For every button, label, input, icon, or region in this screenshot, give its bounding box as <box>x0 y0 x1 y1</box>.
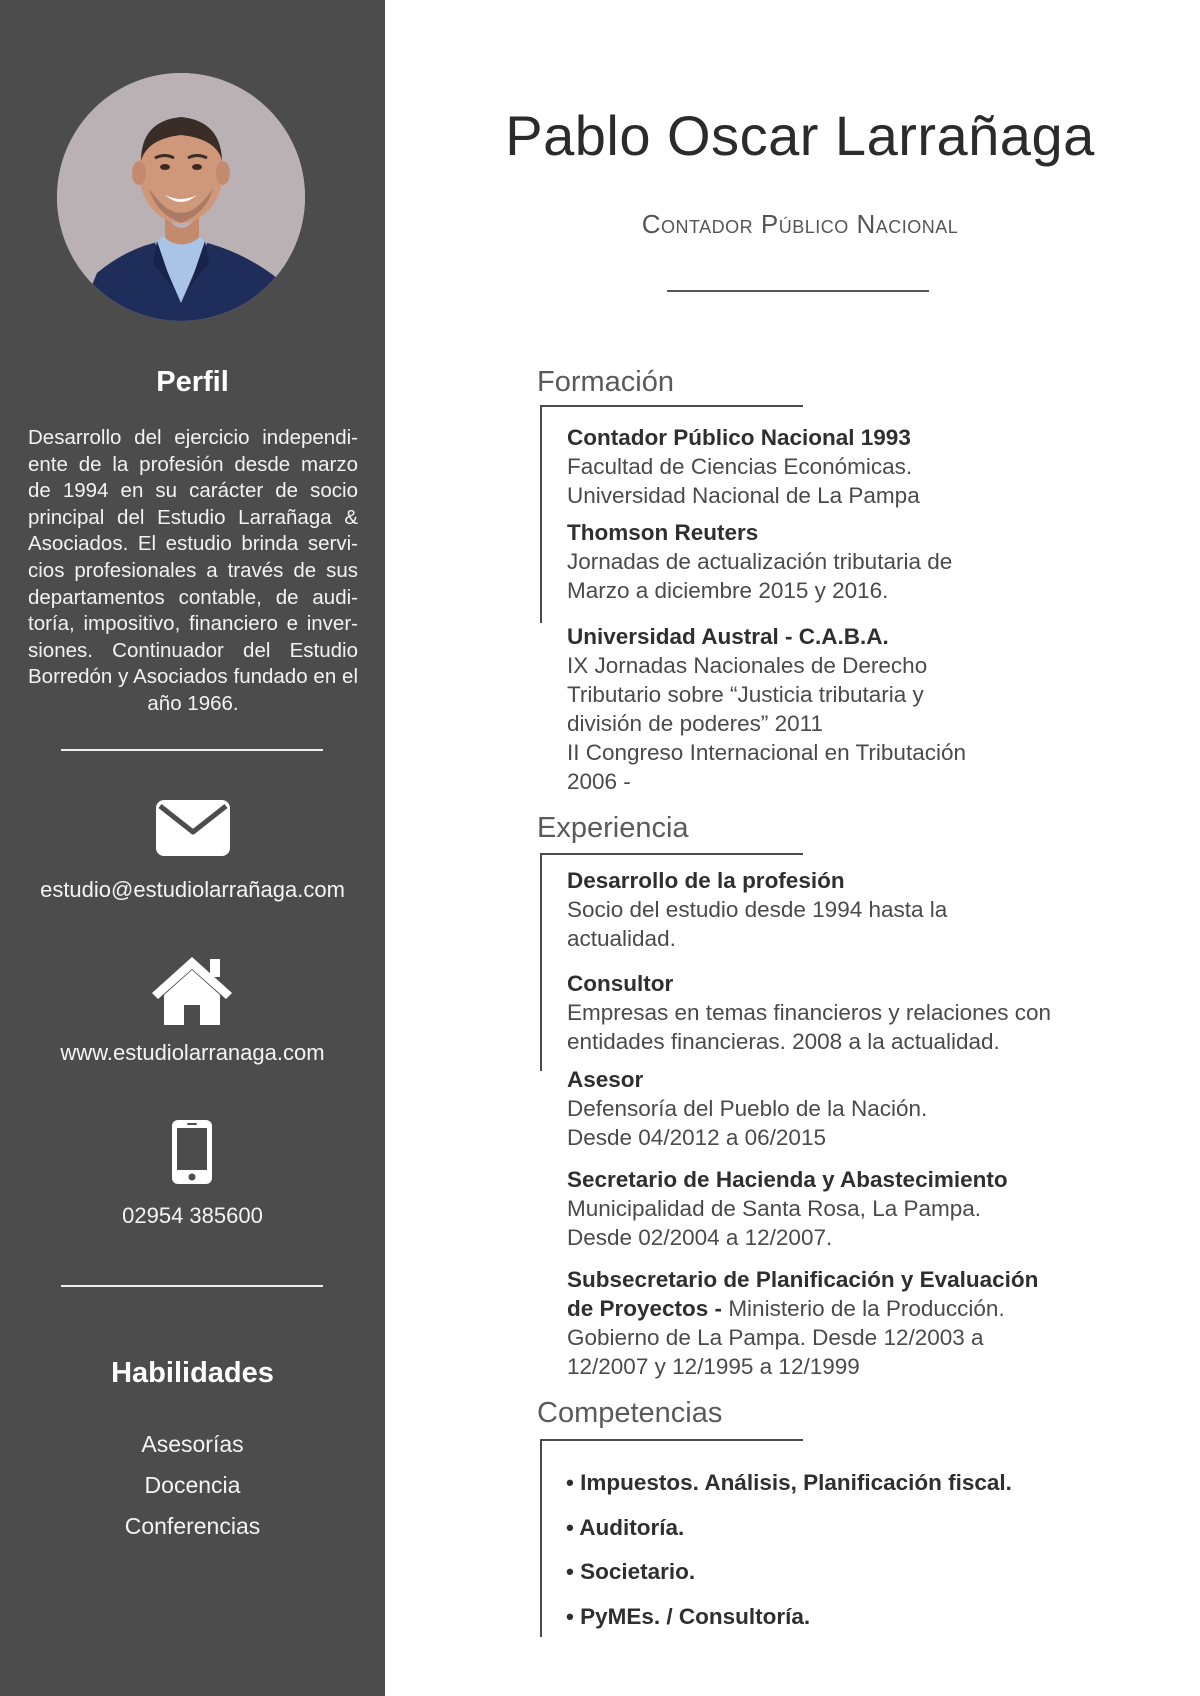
entry-line: Empresas en temas financieros y relaciones con <box>567 1000 1051 1025</box>
entry-title: Subsecretario de Planificación y Evaluación <box>567 1267 1039 1292</box>
skill-item: Docencia <box>144 1472 241 1498</box>
entry-title: Secretario de Hacienda y Abastecimiento <box>567 1167 1008 1192</box>
entry-line: Socio del estudio desde 1994 hasta la <box>567 897 948 922</box>
sidebar-divider <box>61 749 323 751</box>
entry-title: de Proyectos - <box>567 1296 723 1321</box>
competencies-list <box>566 1461 1012 1639</box>
skills-heading: Habilidades <box>111 1357 274 1389</box>
entry-line: actualidad. <box>567 926 676 951</box>
competency-item: • Impuestos. Análisis, Planificación fiscal. <box>566 1470 1012 1495</box>
entry-line: 2006 - <box>567 769 631 794</box>
profile-summary: Desarrollo del ejercicio independiente de la profesión desde marzo de 1994 en su carácter de socio principal del Estudio Larrañaga & Asociados. El estudio brinda servicios profesionales a través de sus departamentos contable, de auditoría, impositivo, financiero e inversiones. Continuador del Estudio Borredón y Asociados fundado en el año 1966. <box>28 426 358 715</box>
entry-line: Municipalidad de Santa Rosa, La Pampa. <box>567 1196 982 1221</box>
experience-entry <box>567 969 1067 1056</box>
skills-section-heading: Competencias <box>537 1397 723 1429</box>
entry-line: Gobierno de La Pampa. Desde 12/2003 a <box>567 1325 984 1350</box>
website-link[interactable]: www.estudiolarranaga.com <box>60 1040 325 1065</box>
entry-line: Universidad Nacional de La Pampa <box>567 483 920 508</box>
experience-heading: Experiencia <box>537 812 689 844</box>
entry-line: entidades financieras. 2008 a la actualidad. <box>567 1029 1000 1054</box>
entry-title: Asesor <box>567 1067 644 1092</box>
entry-line: Ministerio de la Producción. <box>722 1296 1005 1321</box>
entry-line: Defensoría del Pueblo de la Nación. <box>567 1096 928 1121</box>
entry-line: 12/2007 y 12/1995 a 12/1999 <box>567 1354 860 1379</box>
section-rule <box>540 853 803 855</box>
section-rule <box>540 1439 803 1441</box>
skill-item: Conferencias <box>124 1513 261 1539</box>
section-rule <box>540 1439 542 1637</box>
entry-title: Universidad Austral - C.A.B.A. <box>567 624 889 649</box>
person-name: Pablo Oscar Larrañaga <box>505 104 1095 167</box>
entry-line: Desde 02/2004 a 12/2007. <box>567 1225 833 1250</box>
job-title: Contador Público Nacional <box>641 209 959 239</box>
entry-line: Desde 04/2012 a 06/2015 <box>567 1125 826 1150</box>
entry-line: Marzo a diciembre 2015 y 2016. <box>567 578 889 603</box>
email-link[interactable]: estudio@estudiolarrañaga.com <box>40 877 345 902</box>
experience-entry <box>567 1265 1087 1381</box>
education-entry <box>567 423 1067 510</box>
section-rule <box>540 405 803 407</box>
sidebar <box>0 0 385 1696</box>
entry-line: Tributario sobre “Justicia tributaria y <box>567 682 924 707</box>
education-entry <box>567 622 1067 796</box>
education-heading: Formación <box>537 366 674 398</box>
profile-heading: Perfil <box>156 366 229 398</box>
section-rule <box>540 405 542 623</box>
experience-entry <box>567 1165 1067 1252</box>
competency-item: • PyMEs. / Consultoría. <box>566 1603 811 1629</box>
entry-line: Jornadas de actualización tributaria de <box>567 549 953 574</box>
entry-title: Consultor <box>567 971 674 996</box>
envelope-icon <box>156 800 230 861</box>
house-icon <box>150 955 234 1030</box>
entry-line: II Congreso Internacional en Tributación <box>567 740 966 765</box>
education-entry <box>567 518 1067 605</box>
competency-item: • Auditoría. <box>566 1514 685 1540</box>
sidebar-divider <box>61 1285 323 1287</box>
header-divider <box>667 290 929 292</box>
entry-line: Facultad de Ciencias Económicas. <box>567 454 913 479</box>
skill-item: Asesorías <box>141 1431 244 1457</box>
experience-entry <box>567 866 1067 953</box>
entry-title: Contador Público Nacional 1993 <box>567 425 911 450</box>
entry-line: división de poderes” 2011 <box>567 711 824 736</box>
competency-item: • Societario. <box>566 1559 696 1584</box>
skills-list <box>0 1424 385 1547</box>
section-rule <box>540 853 542 1071</box>
entry-line: IX Jornadas Nacionales de Derecho <box>567 653 928 678</box>
smartphone-icon <box>172 1120 212 1189</box>
entry-title: Desarrollo de la profesión <box>567 868 845 893</box>
phone-number: 02954 385600 <box>122 1203 263 1228</box>
experience-entry <box>567 1065 1067 1152</box>
entry-title: Thomson Reuters <box>567 520 759 545</box>
profile-photo <box>57 73 305 321</box>
